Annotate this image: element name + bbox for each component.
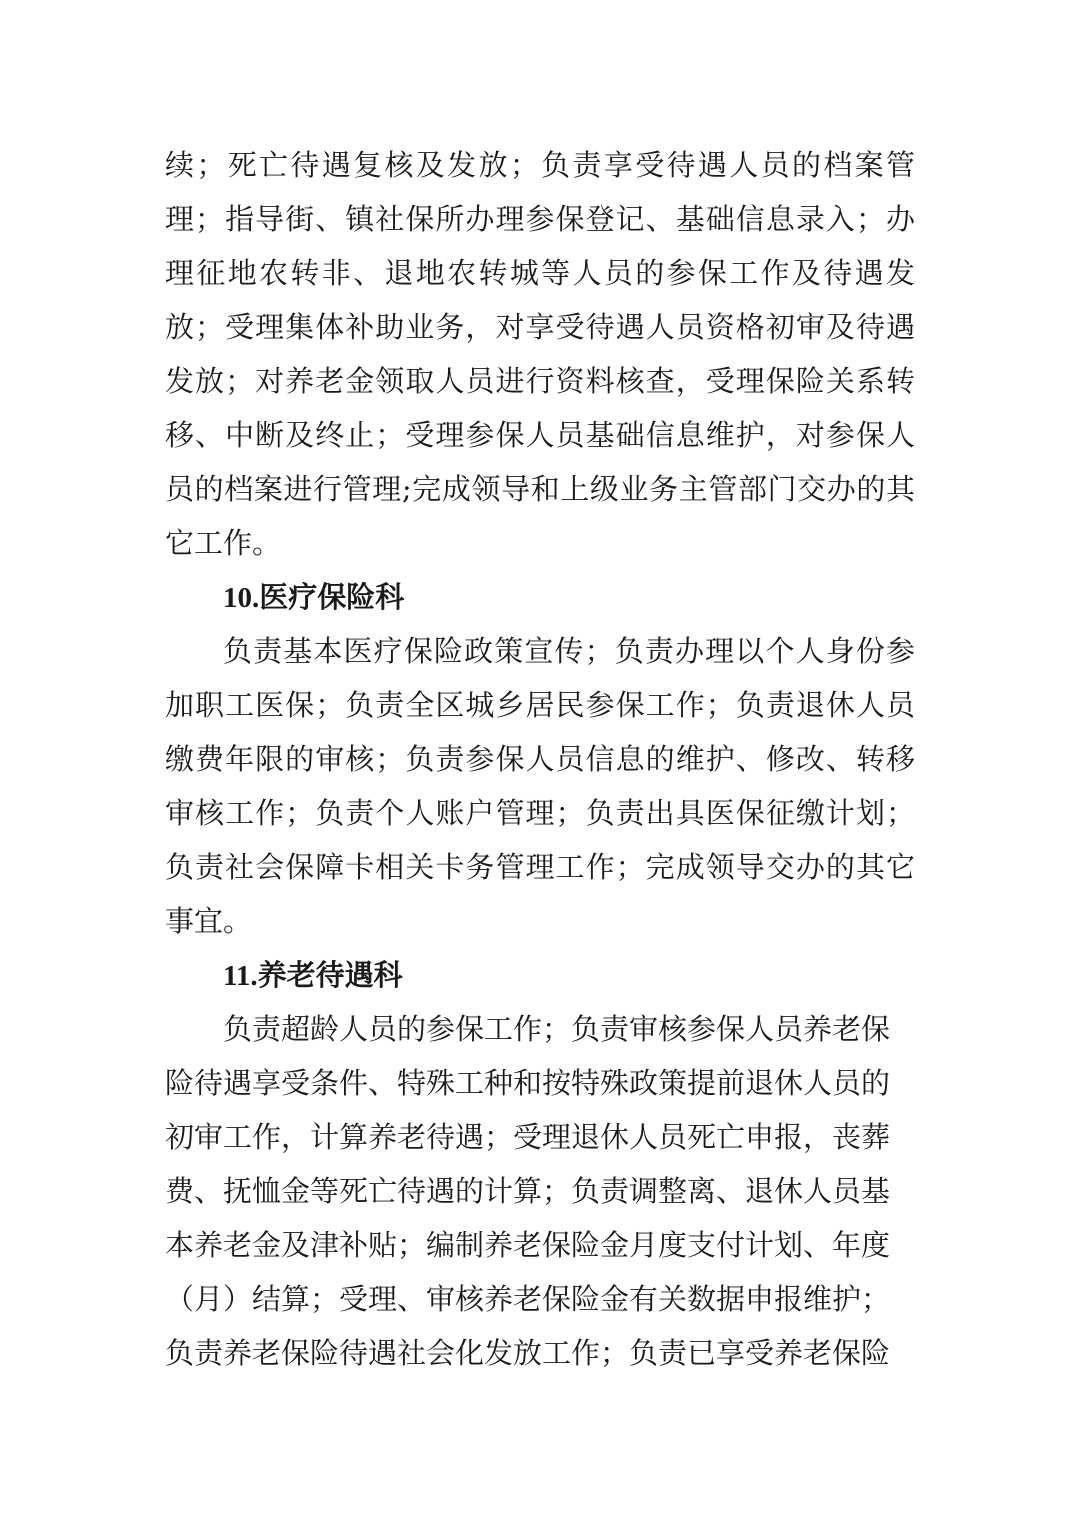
paragraph-line: 负责养老保险待遇社会化发放工作；负责已享受养老保险 [165, 1336, 891, 1370]
paragraph-line: 放；受理集体补助业务，对享受待遇人员资格初审及待遇 [165, 310, 915, 344]
section-11-paragraph [165, 1002, 891, 1380]
section-10-title: 医疗保险科 [259, 580, 405, 614]
paragraph-line: 发放；对养老金领取人员进行资料核查，受理保险关系转 [165, 364, 915, 398]
paragraph-line: 移、中断及终止；受理参保人员基础信息维护，对参保人 [165, 418, 915, 452]
section-10-heading [165, 570, 915, 624]
section-10-number: 10. [223, 582, 260, 614]
paragraph-line: 员的档案进行管理;完成领导和上级业务主管部门交办的其 [165, 472, 915, 506]
paragraph-line: 理；指导街、镇社保所办理参保登记、基础信息录入；办 [165, 202, 915, 236]
paragraph-line: 初审工作，计算养老待遇；受理退休人员死亡申报，丧葬 [165, 1120, 891, 1154]
section-11-heading [165, 948, 915, 1002]
paragraph-line: 审核工作；负责个人账户管理；负责出具医保征缴计划； [165, 796, 915, 830]
paragraph-line: 负责基本医疗保险政策宣传；负责办理以个人身份参 [223, 634, 915, 668]
paragraph-line: 费、抚恤金等死亡待遇的计算；负责调整离、退休人员基 [165, 1174, 891, 1208]
paragraph-line: 续；死亡待遇复核及发放；负责享受待遇人员的档案管 [165, 148, 915, 182]
paragraph-line: 它工作。 [165, 526, 282, 560]
paragraph-line: （月）结算；受理、审核养老保险金有关数据申报维护； [165, 1282, 891, 1316]
paragraph-line: 负责超龄人员的参保工作；负责审核参保人员养老保 [223, 1012, 891, 1046]
section-10-paragraph [165, 624, 915, 948]
paragraph-line: 负责社会保障卡相关卡务管理工作；完成领导交办的其它 [165, 850, 915, 884]
paragraph-line: 本养老金及津补贴；编制养老保险金月度支付计划、年度 [165, 1228, 891, 1262]
section-9-paragraph [165, 138, 915, 570]
section-11-number: 11. [223, 960, 258, 992]
paragraph-line: 理征地农转非、退地农转城等人员的参保工作及待遇发 [165, 256, 915, 290]
paragraph-line: 缴费年限的审核；负责参保人员信息的维护、修改、转移 [165, 742, 915, 776]
paragraph-line: 加职工医保；负责全区城乡居民参保工作；负责退休人员 [165, 688, 915, 722]
paragraph-line: 险待遇享受条件、特殊工种和按特殊政策提前退休人员的 [165, 1066, 891, 1100]
section-11-title: 养老待遇科 [257, 958, 403, 992]
paragraph-line: 事宜。 [165, 904, 253, 938]
document-body [165, 138, 915, 1380]
